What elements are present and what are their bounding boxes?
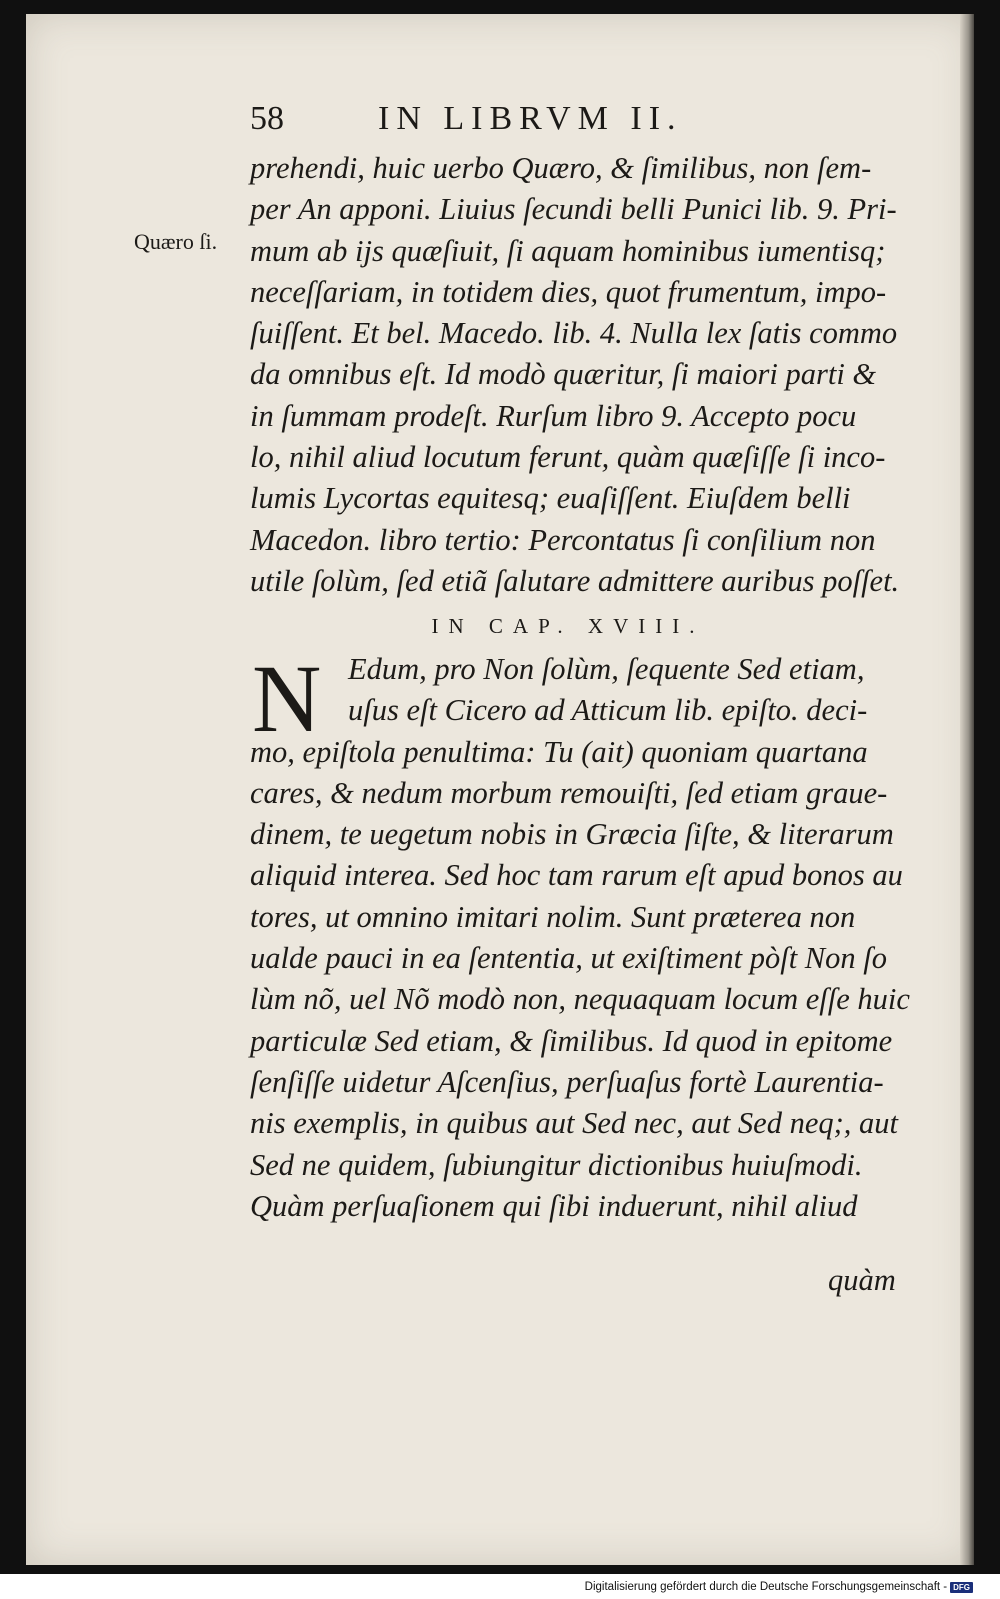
chapter-text <box>250 645 910 1227</box>
text-line: da omnibus eſt. Id modò quæritur, ſi maiori parti & <box>250 357 877 392</box>
text-line: prehendi, huic uerbo Quæro, & ſimilibus, non ſem- <box>250 151 872 185</box>
initial-letter: N <box>252 645 322 752</box>
text-line: lumis Lycortas equitesq; euaſiſſent. Eiuſdem belli <box>250 481 851 516</box>
catchword: quàm <box>828 1263 896 1297</box>
text-line: cares, & nedum morbum remouiſti, ſed etiam graue- <box>250 775 888 810</box>
credit-text: Digitalisierung gefördert durch die Deutsche Forschungsgemeinschaft - <box>584 1581 948 1593</box>
body-text <box>250 148 900 602</box>
chapter-heading: IN CAP. XVIII. <box>431 614 705 638</box>
page-gutter-shadow <box>960 14 974 1565</box>
text-line: ſuiſſent. Et bel. Macedo. lib. 4. Nulla lex ſatis commo <box>250 316 898 351</box>
text-line: lo, nihil aliud locutum ferunt, quàm quæſiſſe ſi inco- <box>250 440 886 475</box>
text-line: neceſſariam, in totidem dies, quot frumentum, impo- <box>250 274 887 309</box>
text-line: Macedon. libro tertio: Percontatus ſi conſilium non <box>250 522 876 557</box>
text-line: nis exemplis, in quibus aut Sed nec, aut Sed neq;, aut <box>250 1106 899 1141</box>
text-line: tores, ut omnino imitari nolim. Sunt præterea non <box>250 899 856 934</box>
text-line: particulæ Sed etiam, & ſimilibus. Id quod in epitome <box>250 1023 893 1058</box>
text-line: mo, epiſtola penultima: Tu (ait) quoniam quartana <box>250 734 868 769</box>
text-line: lùm nõ, uel Nõ modò non, nequaquam locum eſſe huic <box>250 982 910 1017</box>
text-line: dinem, te uegetum nobis in Græcia ſiſte, & literarum <box>250 817 894 852</box>
page-header <box>250 100 890 140</box>
text-line: aliquid interea. Sed hoc tam rarum eſt apud bonos au <box>250 858 903 893</box>
text-line: ualde pauci in ea ſententia, ut exiſtiment pòſt Non ſo <box>250 941 888 976</box>
text-line: per An apponi. Liuius ſecundi belli Punici lib. 9. Pri- <box>250 192 897 227</box>
digitization-credit <box>585 1577 973 1597</box>
text-line: Quàm perſuaſionem qui ſibi induerunt, nihil aliud <box>250 1188 858 1223</box>
text-line: Edum, pro Non ſolùm, ſequente Sed etiam, <box>348 652 865 686</box>
text-line: utile ſolùm, ſed etiã ſalutare admittere auribus poſſet. <box>250 563 900 598</box>
text-line: mum ab ijs quæſiuit, ſi aquam hominibus iumentisq; <box>250 233 886 268</box>
running-head: IN LIBRVM II. <box>378 100 683 137</box>
dfg-logo: DFG <box>950 1582 973 1593</box>
text-line: Sed ne quidem, ſubiungitur dictionibus huiuſmodi. <box>250 1147 863 1182</box>
text-line: uſus eſt Cicero ad Atticum lib. epiſto. deci- <box>348 693 868 728</box>
page-number: 58 <box>250 100 284 137</box>
text-line: in ſummam prodeſt. Rurſum libro 9. Accepto pocu <box>250 398 857 433</box>
margin-note: Quæro ſi. <box>134 229 218 254</box>
text-line: ſenſiſſe uidetur Aſcenſius, perſuaſus fortè Laurentia- <box>250 1064 884 1099</box>
